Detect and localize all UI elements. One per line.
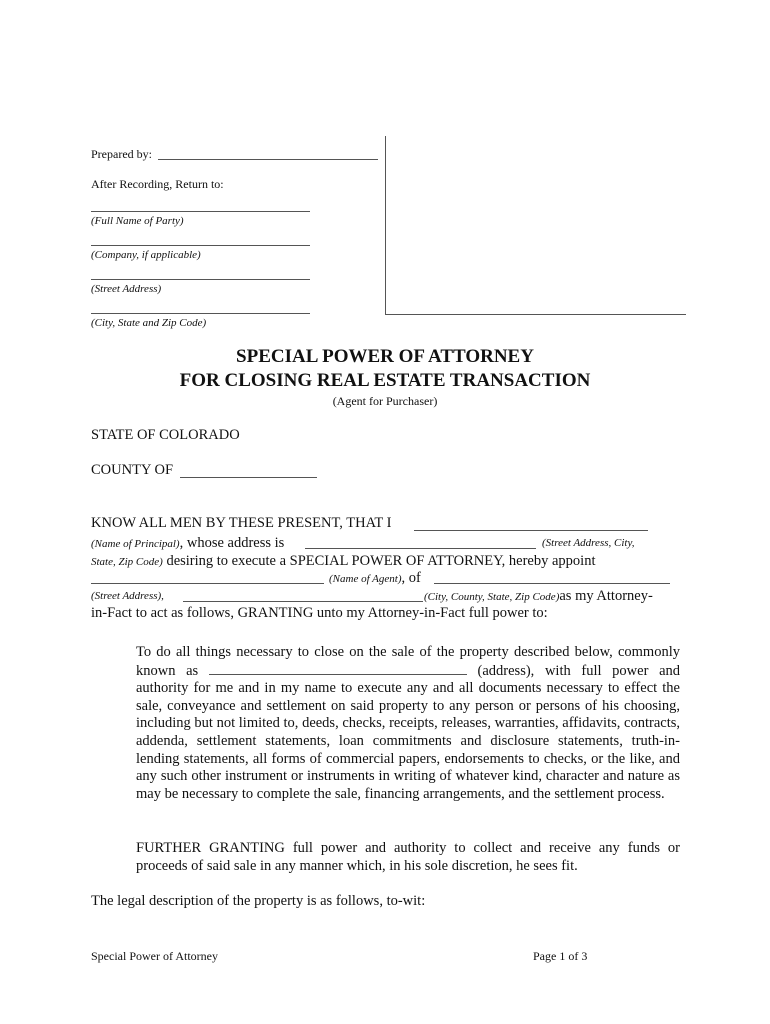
street-address-caption: (Street Address): [91, 283, 162, 295]
state-zip-caption: State, Zip Code): [91, 556, 163, 568]
city-state-zip-field[interactable]: [91, 313, 310, 314]
powers-text-1: To do all things necessary to close on the sale of the property described below, commonly known as: [136, 644, 680, 679]
county-field[interactable]: [180, 477, 317, 478]
street-address-caption-2: (Street Address),: [91, 590, 164, 602]
title-line-2: FOR CLOSING REAL ESTATE TRANSACTION: [179, 370, 591, 391]
after-recording-label: After Recording, Return to:: [91, 177, 224, 191]
city-county-line: [424, 587, 653, 605]
desiring-text: desiring to execute a SPECIAL POWER OF ATTORNEY, hereby appoint: [162, 553, 596, 569]
principal-address-field[interactable]: [305, 548, 536, 549]
city-state-zip-caption: (City, State and Zip Code): [91, 317, 207, 329]
powers-text-2: (address), with full power and authority for me and in my name to execute any and all documents necessary to effect the sale, conveyance and settlement on said property to any person or persons of his choosing, including but not limited to, deeds, checks, receipts, releases, warranties, affidavits, contracts, addenda, settlement statements, loan commitments and disclosure statements, truth-in-lending statements, all forms of commercial papers, endorsements to checks, or the like, and any such other instrument or instruments in writing of whatever kind, character and nature as may be necessary to complete the sale, financing arrangements, and the settlement process.: [136, 662, 681, 802]
recording-box-horizontal-rule: [385, 314, 686, 315]
full-name-party-caption: (Full Name of Party): [91, 215, 184, 227]
property-address-field[interactable]: [209, 662, 467, 675]
state-zip-line: [91, 552, 595, 570]
agent-address-field[interactable]: [434, 583, 670, 584]
county-of-label: COUNTY OF: [91, 462, 174, 478]
title-subtitle: (Agent for Purchaser): [332, 394, 438, 408]
agent-name-field[interactable]: [91, 583, 324, 584]
in-fact-text: in-Fact to act as follows, GRANTING unto my Attorney-in-Fact full power to:: [91, 605, 548, 621]
city-county-caption: (City, County, State, Zip Code): [424, 591, 560, 603]
powers-paragraph: [136, 644, 680, 803]
name-of-principal-caption: (Name of Principal): [91, 538, 180, 550]
prepared-by-label: Prepared by:: [91, 147, 152, 161]
further-granting-paragraph: FURTHER GRANTING full power and authority to collect and receive any funds or proceeds of said sale in any manner which, in his sole discretion, he sees fit.: [136, 840, 680, 874]
full-name-party-field[interactable]: [91, 211, 310, 212]
name-of-agent-caption: (Name of Agent): [329, 573, 402, 585]
company-field[interactable]: [91, 245, 310, 246]
street-city-caption: (Street Address, City,: [542, 537, 635, 549]
whose-address-text: , whose address is: [179, 535, 285, 551]
principal-line: [91, 534, 284, 552]
of-text: , of: [401, 570, 421, 586]
agent-line: [329, 569, 421, 587]
street-address-field[interactable]: [91, 279, 310, 280]
footer-document-name: Special Power of Attorney: [91, 949, 218, 963]
recording-box-vertical-rule: [385, 136, 386, 315]
know-all-men-text: KNOW ALL MEN BY THESE PRESENT, THAT I: [91, 515, 392, 531]
title-line-1: SPECIAL POWER OF ATTORNEY: [236, 346, 534, 367]
state-of-colorado: STATE OF COLORADO: [91, 427, 240, 443]
company-caption: (Company, if applicable): [91, 249, 201, 261]
agent-city-field[interactable]: [183, 601, 423, 602]
as-my-attorney-text: as my Attorney-: [559, 588, 653, 604]
principal-name-field[interactable]: [414, 530, 648, 531]
legal-description-text: The legal description of the property is as follows, to-wit:: [91, 893, 426, 909]
footer-page-number: Page 1 of 3: [533, 949, 588, 963]
prepared-by-field[interactable]: [158, 159, 378, 160]
